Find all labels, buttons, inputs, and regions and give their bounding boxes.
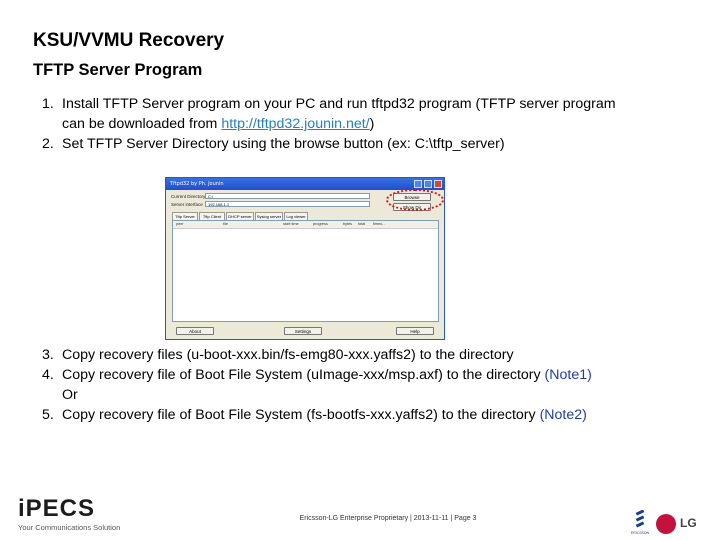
column-header: total: [358, 222, 366, 226]
step-text-part: Copy recovery file of Boot File System (uImage-xxx/msp.axf) to the directory: [62, 367, 545, 383]
current-dir-label: Current Directory: [171, 194, 206, 199]
highlight-oval: [386, 189, 444, 211]
server-iface-field: 192.168.1.1: [205, 201, 370, 207]
help-button: Help: [396, 327, 434, 335]
step-1: [42, 94, 702, 134]
step-text: Or: [62, 387, 78, 403]
lg-wordmark: LG: [680, 516, 697, 530]
window-titlebar: [166, 178, 444, 190]
slide-title: KSU/VVMU Recovery: [33, 30, 225, 51]
step-text: Install TFTP Server program on your PC and run tftpd32 program (TFTP server program: [62, 96, 616, 112]
logo-wordmark: iPECS: [18, 495, 96, 522]
step-text-cont: [62, 114, 702, 134]
slide-subtitle: TFTP Server Program: [33, 61, 203, 79]
note-reference: (Note2): [539, 407, 587, 423]
window-title: Tftpd32 by Ph. Jounin: [170, 181, 224, 187]
column-header: progress: [313, 222, 328, 226]
step-text-part: can be downloaded from: [62, 116, 222, 132]
tab-dhcp-server: DHCP server: [226, 212, 254, 220]
logo-tagline: Your Communications Solution: [18, 523, 121, 532]
step-3: [42, 345, 702, 365]
transfer-list-header: [173, 221, 438, 229]
steps-top-list: [42, 94, 702, 154]
ericsson-logo-icon: [631, 510, 649, 536]
settings-button: Settings: [284, 327, 322, 335]
column-header: peer: [176, 222, 184, 226]
lg-logo-icon: [656, 514, 676, 534]
footer-text: [0, 515, 720, 522]
step-text: [62, 405, 702, 425]
tab-log-viewer: Log viewer: [284, 212, 308, 220]
step-number: 5.: [42, 407, 54, 423]
step-number: 3.: [42, 347, 54, 363]
step-number: 4.: [42, 367, 54, 383]
note-reference: (Note1): [544, 367, 592, 383]
step-text: Set TFTP Server Directory using the browse button (ex: C:\tftp_server): [62, 136, 505, 152]
step-or: [42, 385, 702, 405]
download-link[interactable]: http://tftpd32.jounin.net/: [221, 116, 370, 132]
current-dir-field: C:\: [205, 193, 370, 199]
show-dir-button: Show Dir: [393, 203, 431, 211]
step-5: [42, 405, 702, 425]
column-header: start time: [283, 222, 299, 226]
close-icon: [434, 180, 442, 188]
steps-bottom-list: [42, 345, 702, 425]
minimize-icon: [414, 180, 422, 188]
step-2: [42, 134, 702, 154]
step-text-part: ): [369, 116, 375, 132]
step-text: [62, 365, 702, 385]
column-header: bytes: [343, 222, 353, 226]
browse-button: Browse: [393, 193, 431, 201]
server-iface-label: Server interface: [171, 202, 203, 207]
step-number: 1.: [42, 96, 54, 112]
ericsson-wordmark: ERICSSON: [631, 531, 649, 535]
step-text-part: Copy recovery file of Boot File System (fs-bootfs-xxx.yaffs2) to the directory: [62, 407, 540, 423]
column-header: file: [223, 222, 228, 226]
tab-syslog-server: Syslog server: [256, 214, 282, 219]
maximize-icon: [424, 180, 432, 188]
step-number: 2.: [42, 136, 54, 152]
footer-label: Ericsson-LG Enterprise Proprietary | 2013-11-11 | Page 3: [299, 515, 477, 522]
step-4: [42, 365, 702, 385]
transfer-list: [172, 220, 439, 322]
tab-tftp-server: Tftp Server: [172, 212, 198, 220]
tab-tftp-client: Tftp Client: [199, 212, 225, 220]
column-header: timeo...: [373, 222, 386, 226]
step-text: Copy recovery files (u-boot-xxx.bin/fs-emg80-xxx.yaffs2) to the directory: [62, 347, 514, 363]
about-button: About: [176, 327, 214, 335]
